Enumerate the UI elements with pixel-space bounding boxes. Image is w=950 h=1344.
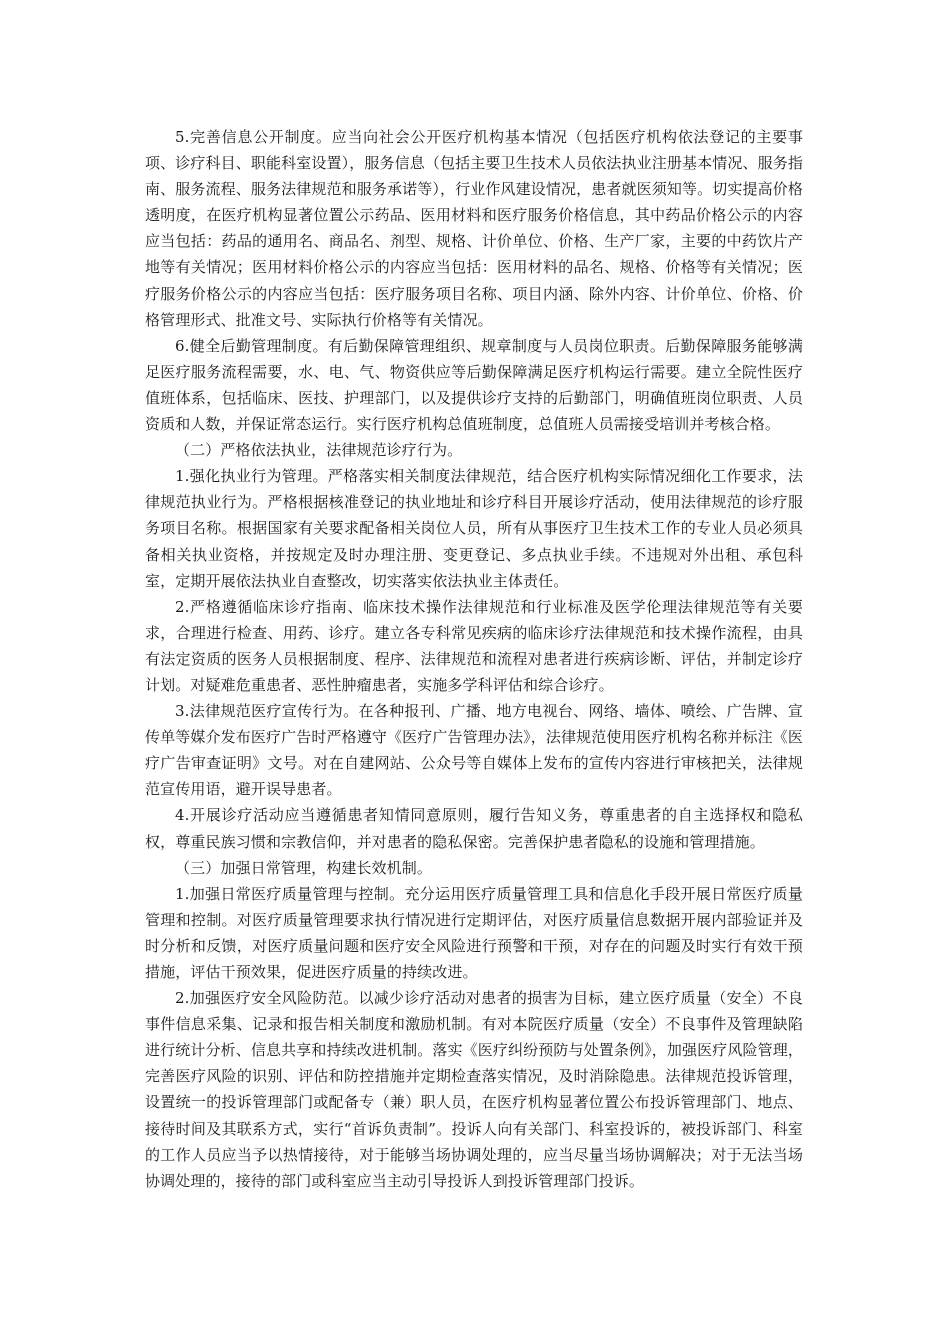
paragraph-logistics-management: 6.健全后勤管理制度。有后勤保障管理组织、规章制度与人员岗位职责。后勤保障服务能够满足医疗服务流程需要，水、电、气、物资供应等后勤保障满足医疗机构运行需要。建立全院性医疗值班体系，包括临床、医技、护理部门，以及提供诊疗支持的后勤部门，明确值班岗位职责、人员资质和人数，并保证常态运行。实行医疗机构总值班制度，总值班人员需接受培训并考核合格。: [145, 336, 803, 434]
document-page: [145, 124, 803, 1194]
paragraph-quality-control: 1.加强日常医疗质量管理与控制。充分运用医疗质量管理工具和信息化手段开展日常医疗质量管理和控制。对医疗质量管理要求执行情况进行定期评估，对医疗质量信息数据开展内部验证并及时分析和反馈，对医疗质量问题和医疗安全风险进行预警和干预，对存在的问题及时实行有效干预措施，评估干预效果，促进医疗质量的持续改进。: [145, 884, 803, 981]
paragraph-risk-prevention: 2.加强医疗安全风险防范。以减少诊疗活动对患者的损害为目标，建立医疗质量（安全）不良事件信息采集、记录和报告相关制度和激励机制。有对本院医疗质量（安全）不良事件及管理缺陷进行统计分析、信息共享和持续改进机制。落实《医疗纠纷预防与处置条例》，加强医疗风险管理，完善医疗风险的识别、评估和防控措施并定期检查落实情况，及时消除隐患。法律规范投诉管理，设置统一的投诉管理部门或配备专（兼）职人员，在医疗机构显著位置公布投诉管理部门、地点、接待时间及其联系方式，实行“首诉负责制”。投诉人向有关部门、科室投诉的，被投诉部门、科室的工作人员应当予以热情接待，对于能够当场协调处理的，应当尽量当场协调解决；对于无法当场协调处理的，接待的部门或科室应当主动引导投诉人到投诉管理部门投诉。: [145, 989, 803, 1190]
paragraph-clinical-guidelines: 2.严格遵循临床诊疗指南、临床技术操作法律规范和行业标准及医学伦理法律规范等有关要求，合理进行检查、用药、诊疗。建立各专科常见疾病的临床诊疗法律规范和技术操作流程，由具有法定资质的医务人员根据制度、程序、法律规范和流程对患者进行疾病诊断、评估，并制定诊疗计划。对疑难危重患者、恶性肿瘤患者，实施多学科评估和综合诊疗。: [145, 597, 803, 694]
paragraph-informed-consent: 4.开展诊疗活动应当遵循患者知情同意原则，履行告知义务，尊重患者的自主选择权和隐私权，尊重民族习惯和宗教信仰，并对患者的隐私保密。完善保护患者隐私的设施和管理措施。: [145, 806, 803, 851]
paragraph-medical-advertising: 3.法律规范医疗宣传行为。在各种报刊、广播、地方电视台、网络、墙体、喷绘、广告牌、宣传单等媒介发布医疗广告时严格遵守《医疗广告管理办法》，法律规范使用医疗机构名称并标注《医疗广告审查证明》文号。对在自建网站、公众号等自媒体上发布的宣传内容进行审核把关，法律规范宣传用语，避开误导患者。: [145, 702, 803, 799]
section-heading-lawful-practice: （二）严格依法执业，法律规范诊疗行为。: [175, 441, 463, 460]
paragraph-info-disclosure: 5.完善信息公开制度。应当向社会公开医疗机构基本情况（包括医疗机构依法登记的主要事项、诊疗科目、职能科室设置），服务信息（包括主要卫生技术人员依法执业注册基本情况、服务指南、服务流程、服务法律规范和服务承诺等），行业作风建设情况，患者就医须知等。切实提高价格透明度，在医疗机构显著位置公示药品、医用材料和医疗服务价格信息，其中药品价格公示的内容应当包括：药品的通用名、商品名、剂型、规格、计价单位、价格、生产厂家，主要的中药饮片产地等有关情况；医用材料价格公示的内容应当包括：医用材料的品名、规格、价格等有关情况；医疗服务价格公示的内容应当包括：医疗服务项目名称、项目内涵、除外内容、计价单位、价格、价格管理形式、批准文号、实际执行价格等有关情况。: [145, 128, 803, 329]
section-heading-daily-management: （三）加强日常管理，构建长效机制。: [175, 858, 433, 877]
paragraph-practice-behavior: 1.强化执业行为管理。严格落实相关制度法律规范，结合医疗机构实际情况细化工作要求，法律规范执业行为。严格根据核准登记的执业地址和诊疗科目开展诊疗活动，使用法律规范的诊疗服务项目名称。根据国家有关要求配备相关岗位人员，所有从事医疗卫生技术工作的专业人员必须具备相关执业资格，并按规定及时办理注册、变更登记、多点执业手续。不违规对外出租、承包科室，定期开展依法执业自查整改，切实落实依法执业主体责任。: [145, 467, 803, 590]
